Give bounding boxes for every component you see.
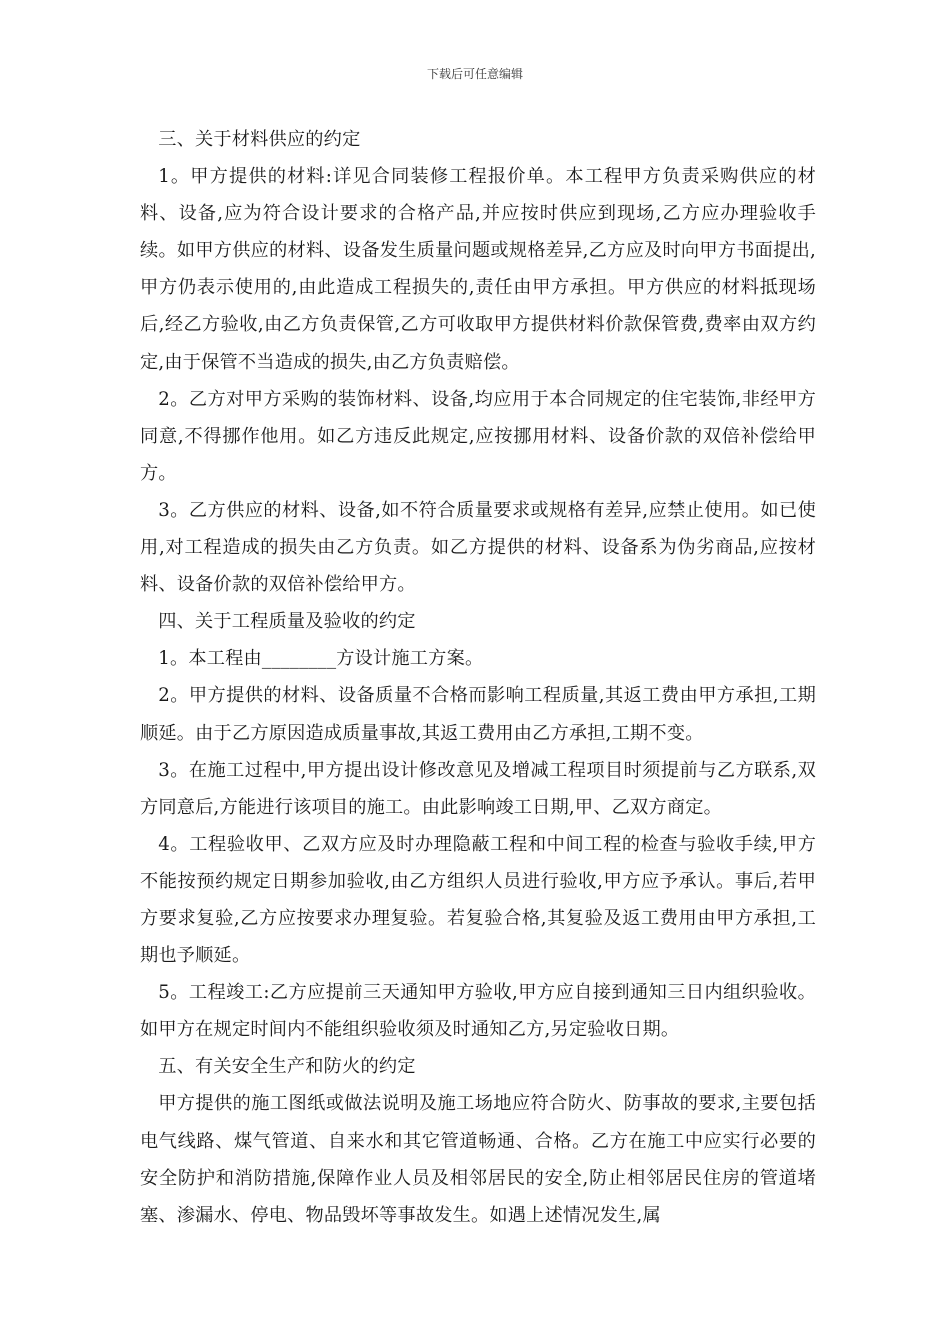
clause-paragraph: 2。甲方提供的材料、设备质量不合格而影响工程质量,其返工费由甲方承担,工期顺延。由于乙方原因造成质量事故,其返工费用由乙方承担,工期不变。 <box>140 685 816 744</box>
clause-paragraph: 1。本工程由________方设计施工方案。 <box>158 648 484 670</box>
clause-paragraph: 3。在施工过程中,甲方提出设计修改意见及增减工程项目时须提前与乙方联系,双方同意后,方能进行该项目的施工。由此影响竣工日期,甲、乙双方商定。 <box>140 759 816 818</box>
clause-paragraph: 2。乙方对甲方采购的装饰材料、设备,均应用于本合同规定的住宅装饰,非经甲方同意,不得挪作他用。如乙方违反此规定,应按挪用材料、设备价款的双倍补偿给甲方。 <box>140 388 816 484</box>
clause-paragraph: 3。乙方供应的材料、设备,如不符合质量要求或规格有差异,应禁止使用。如已使用,对工程造成的损失由乙方负责。如乙方提供的材料、设备系为伪劣商品,应按材料、设备价款的双倍补偿给甲方。 <box>140 499 816 596</box>
clause-paragraph: 1。甲方提供的材料:详见合同装修工程报价单。本工程甲方负责采购供应的材料、设备,应为符合设计要求的合格产品,并应按时供应到现场,乙方应办理验收手续。如甲方供应的材料、设备发生质量问题或规格差异,乙方应及时向甲方书面提出,甲方仍表示使用的,由此造成工程损失的,责任由甲方承担。甲方供应的材料抵现场后,经乙方验收,由乙方负责保管,乙方可收取甲方提供材料价款保管费,费率由双方约定,由于保管不当造成的损失,由乙方负责赔偿。 <box>140 166 816 373</box>
document-body <box>140 121 816 1234</box>
section-heading-materials: 三、关于材料供应的约定 <box>158 129 361 150</box>
section-heading-quality: 四、关于工程质量及验收的约定 <box>158 611 416 633</box>
clause-paragraph: 5。工程竣工:乙方应提前三天通知甲方验收,甲方应自接到通知三日内组织验收。如甲方在规定时间内不能组织验收须及时通知乙方,另定验收日期。 <box>140 982 816 1041</box>
header-note: 下载后可任意编辑 <box>426 67 523 81</box>
clause-paragraph: 4。工程验收甲、乙双方应及时办理隐蔽工程和中间工程的检查与验收手续,甲方不能按预约规定日期参加验收,由乙方组织人员进行验收,甲方应予承认。事后,若甲方要求复验,乙方应按要求办理复验。若复验合格,其复验及返工费用由甲方承担,工期也予顺延。 <box>140 833 816 967</box>
section-heading-safety: 五、有关安全生产和防火的约定 <box>158 1056 416 1078</box>
clause-paragraph: 甲方提供的施工图纸或做法说明及施工场地应符合防火、防事故的要求,主要包括电气线路、煤气管道、自来水和其它管道畅通、合格。乙方在施工中应实行必要的安全防护和消防措施,保障作业人员及相邻居民的安全,防止相邻居民住房的管道堵塞、渗漏水、停电、物品毁坏等事故发生。如遇上述情况发生,属 <box>140 1093 816 1226</box>
